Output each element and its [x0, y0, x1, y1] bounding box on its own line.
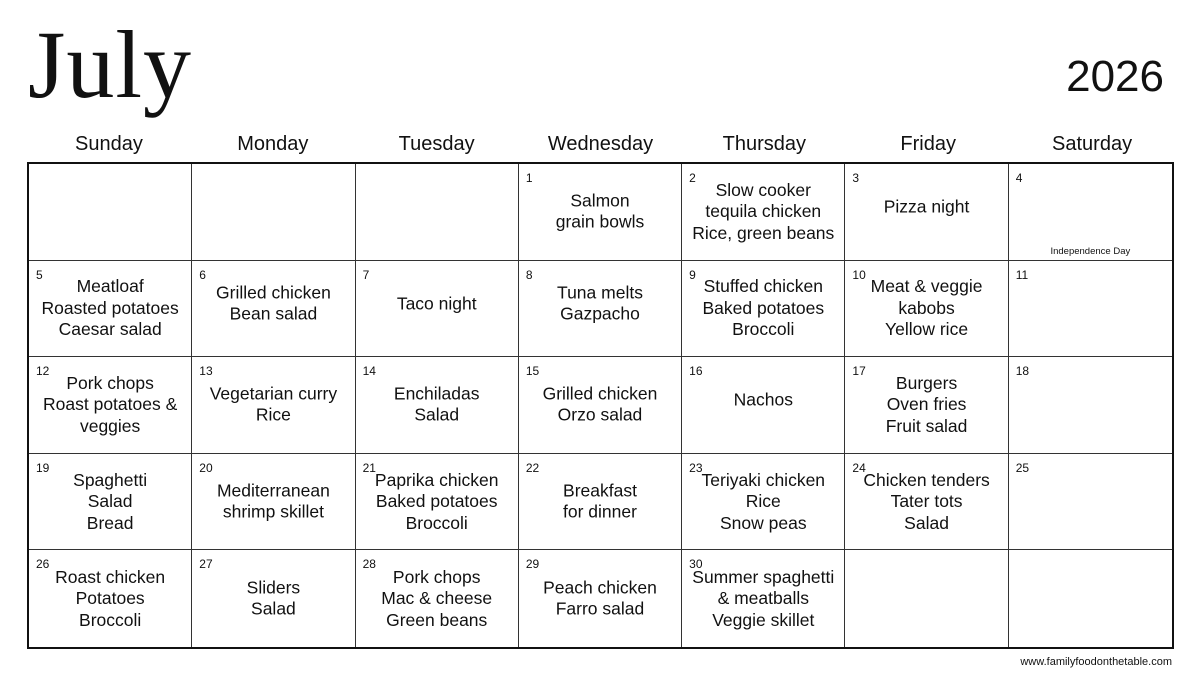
meal-line: Chicken tenders [863, 469, 990, 490]
weekday-header-monday: Monday [237, 133, 309, 155]
meal-line: & meatballs [717, 587, 809, 608]
day-number: 12 [36, 364, 50, 379]
meal-plan [686, 469, 840, 534]
day-cell-23 [682, 454, 845, 551]
meal-plan [360, 469, 514, 534]
meal-line: Grilled chicken [542, 383, 658, 404]
meal-line: Roasted potatoes [41, 297, 179, 318]
day-number: 20 [199, 460, 213, 475]
meal-line: Orzo salad [557, 404, 643, 425]
day-number: 19 [36, 460, 50, 475]
day-number: 29 [525, 557, 540, 572]
day-cell-18 [1009, 357, 1172, 454]
meal-line: Burgers [895, 372, 958, 393]
day-number: 14 [362, 364, 376, 379]
day-cell-20 [192, 454, 355, 551]
meal-line: Mac & cheese [381, 587, 493, 608]
meal-line: Broccoli [732, 319, 795, 340]
day-number: 22 [525, 460, 540, 475]
day-number: 11 [1015, 267, 1029, 282]
meal-plan [360, 566, 514, 631]
meal-line: Salmon [570, 190, 630, 211]
meal-line: Paprika chicken [374, 469, 499, 490]
meal-line: Salad [904, 512, 949, 533]
empty-day-cell [356, 164, 519, 261]
day-number: 23 [689, 460, 703, 475]
day-number: 4 [1015, 171, 1023, 185]
day-cell-26 [29, 550, 192, 647]
footer-url: www.familyfoodonthetable.com [1020, 656, 1172, 668]
weekday-header-wednesday: Wednesday [547, 133, 654, 155]
day-number: 8 [525, 267, 533, 282]
day-cell-14 [356, 357, 519, 454]
meal-plan [849, 196, 1003, 218]
meal-line: Breakfast [563, 480, 637, 501]
meal-plan [196, 282, 350, 325]
meal-line: Meatloaf [76, 276, 144, 297]
day-cell-1 [519, 164, 682, 261]
day-number: 10 [852, 267, 866, 282]
day-number: 5 [36, 267, 43, 282]
meal-plan [849, 276, 1003, 341]
meal-line: grain bowls [555, 211, 645, 232]
meal-line: Fruit salad [885, 415, 968, 436]
empty-day-cell [845, 550, 1008, 647]
day-cell-12 [29, 357, 192, 454]
meal-line: Sliders [246, 577, 301, 598]
day-number: 1 [525, 171, 533, 185]
meal-line: Nachos [733, 389, 793, 410]
meal-plan [849, 373, 1003, 438]
day-number: 6 [199, 267, 206, 282]
day-cell-10 [845, 261, 1008, 358]
meal-plan [686, 276, 840, 341]
day-cell-29 [519, 550, 682, 647]
weekday-header-saturday: Saturday [1052, 133, 1133, 155]
holiday-label: Independence Day [1050, 245, 1131, 257]
meal-line: Broccoli [79, 609, 142, 630]
meal-line: veggies [79, 415, 141, 436]
meal-line: Baked potatoes [702, 297, 825, 318]
day-cell-7 [356, 261, 519, 358]
day-cell-5 [29, 261, 192, 358]
day-number: 13 [199, 364, 213, 379]
meal-plan [849, 469, 1003, 534]
meal-line: Salad [251, 598, 296, 619]
meal-line: Roast chicken [55, 566, 166, 587]
meal-line: Peach chicken [543, 577, 657, 598]
day-number: 9 [689, 267, 696, 282]
meal-line: Pizza night [883, 196, 970, 217]
meal-line: Rice [255, 404, 291, 425]
meal-line: Enchiladas [393, 383, 480, 404]
day-cell-6 [192, 261, 355, 358]
day-cell-27 [192, 550, 355, 647]
day-cell-30 [682, 550, 845, 647]
meal-line: Teriyaki chicken [701, 469, 826, 490]
day-number: 2 [689, 171, 696, 185]
day-number: 16 [689, 364, 703, 379]
meal-line: Pork chops [66, 372, 154, 393]
meal-line: Baked potatoes [375, 490, 498, 511]
day-cell-25 [1009, 454, 1172, 551]
day-cell-16 [682, 357, 845, 454]
meal-line: kabobs [898, 297, 955, 318]
meal-line: Snow peas [719, 512, 807, 533]
day-number: 28 [362, 557, 376, 572]
weekday-header-row [27, 130, 1174, 158]
meal-line: Vegetarian curry [209, 383, 338, 404]
meal-plan [360, 383, 514, 426]
day-cell-4 [1009, 164, 1172, 261]
meal-plan [686, 389, 840, 411]
day-number: 27 [199, 557, 213, 572]
meal-line: Green beans [386, 609, 488, 630]
meal-plan [686, 566, 840, 631]
day-number: 7 [362, 267, 370, 282]
meal-line: Yellow rice [885, 319, 969, 340]
day-cell-19 [29, 454, 192, 551]
month-title: July [28, 11, 193, 118]
meal-line: Farro salad [555, 598, 645, 619]
meal-line: for dinner [563, 501, 637, 522]
meal-line: Bread [86, 512, 134, 533]
meal-line: Tater tots [890, 490, 963, 511]
day-number: 15 [525, 364, 540, 379]
day-number: 21 [362, 460, 376, 475]
day-number: 3 [852, 171, 860, 185]
meal-line: Salad [87, 490, 133, 511]
day-number: 30 [689, 557, 703, 572]
day-number: 25 [1015, 460, 1030, 475]
meal-plan [686, 180, 840, 245]
meal-plan [523, 480, 677, 523]
meal-line: Mediterranean [216, 480, 330, 501]
meal-plan [360, 293, 514, 315]
meal-line: Grilled chicken [216, 282, 331, 303]
day-number: 26 [36, 557, 50, 572]
meal-line: Caesar salad [58, 319, 162, 340]
meal-line: Pork chops [392, 566, 481, 587]
meal-plan [196, 480, 350, 523]
day-number: 18 [1015, 364, 1030, 379]
meal-line: Salad [414, 404, 460, 425]
meal-line: tequila chicken [705, 201, 822, 222]
meal-line: Meat & veggie [870, 276, 983, 297]
year-label: 2026 [1066, 52, 1164, 101]
meal-line: Tuna melts [557, 282, 643, 303]
meal-line: Bean salad [229, 303, 318, 324]
day-cell-9 [682, 261, 845, 358]
day-cell-11 [1009, 261, 1172, 358]
meal-line: Spaghetti [73, 469, 148, 490]
meal-plan [33, 469, 187, 534]
day-cell-21 [356, 454, 519, 551]
meal-line: Stuffed chicken [703, 276, 823, 297]
meal-line: Summer spaghetti [692, 566, 835, 587]
day-cell-28 [356, 550, 519, 647]
meal-line: Rice [745, 490, 781, 511]
empty-day-cell [29, 164, 192, 261]
meal-plan [33, 373, 187, 438]
calendar-grid [27, 162, 1174, 649]
weekday-header-friday: Friday [900, 133, 956, 155]
meal-plan [33, 276, 187, 341]
day-cell-2 [682, 164, 845, 261]
day-number: 17 [852, 364, 866, 379]
meal-plan [33, 566, 187, 631]
empty-day-cell [1009, 550, 1172, 647]
meal-plan [196, 577, 350, 620]
meal-line: Taco night [396, 292, 477, 313]
meal-plan [523, 282, 677, 325]
day-cell-13 [192, 357, 355, 454]
meal-line: Roast potatoes & [43, 394, 178, 415]
day-cell-17 [845, 357, 1008, 454]
meal-plan [196, 383, 350, 426]
meal-plan [523, 577, 677, 620]
meal-line: Slow cooker [715, 179, 811, 200]
weekday-header-tuesday: Tuesday [398, 133, 475, 155]
meal-line: Rice, green beans [692, 222, 835, 243]
meal-line: Oven fries [886, 394, 967, 415]
weekday-header-sunday: Sunday [75, 133, 143, 155]
day-cell-22 [519, 454, 682, 551]
meal-line: Potatoes [75, 587, 145, 608]
day-number: 24 [852, 460, 866, 475]
day-cell-8 [519, 261, 682, 358]
day-cell-24 [845, 454, 1008, 551]
meal-plan [523, 190, 677, 233]
day-cell-3 [845, 164, 1008, 261]
meal-plan [523, 383, 677, 426]
day-cell-15 [519, 357, 682, 454]
empty-day-cell [192, 164, 355, 261]
meal-line: Broccoli [405, 512, 468, 533]
meal-line: Veggie skillet [712, 609, 815, 630]
weekday-header-thursday: Thursday [722, 133, 807, 155]
meal-line: Gazpacho [560, 303, 640, 324]
meal-line: shrimp skillet [222, 501, 324, 522]
